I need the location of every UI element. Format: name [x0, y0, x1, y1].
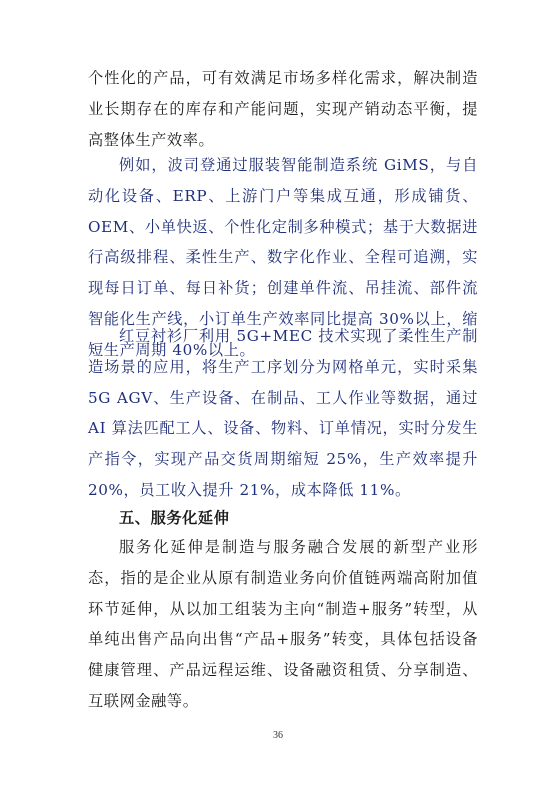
- body-paragraph-intro: 个性化的产品，可有效满足市场多样化需求，解决制造业长期存在的库存和产能问题，实现产销动态平衡，提高整体生产效率。: [88, 69, 478, 149]
- page-number: 36: [273, 730, 283, 741]
- section-body-paragraph: 服务化延伸是制造与服务融合发展的新型产业形态，指的是企业从原有制造业务向价值链两端高附加值环节延伸，从以加工组装为主向“制造+服务”转型，从单纯出售产品向出售“产品+服务”转变，具体包括设备健康管理、产品远程运维、设备融资租赁、分享制造、互联网金融等。: [88, 538, 478, 710]
- example-paragraph-hongdou: 红豆衬衫厂利用 5G+MEC 技术实现了柔性生产制造场景的应用，将生产工序划分为网格单元，实时采集 5G AGV、生产设备、在制品、工人作业等数据，通过 AI 算法匹配工人、设备、物料、订单情况，实时分发生产指令，实现产品交货周期缩短 25%，生产效率提升 20%，员工收入提升 21%，成本降低 11%。: [88, 327, 478, 499]
- section-heading: 五、服务化延伸: [119, 509, 230, 527]
- example-paragraph-bosideng: 例如，波司登通过服装智能制造系统 GiMS，与自动化设备、ERP、上游门户等集成互通，形成铺货、OEM、小单快返、个性化定制多种模式；基于大数据进行高级排程、柔性生产、数字化作业、全程可追溯，实现每日订单、每日补货；创建单件流、吊挂流、部件流智能化生产线，小订单生产效率同比提高 30%以上，缩短生产周期 40%以上。: [88, 156, 478, 359]
